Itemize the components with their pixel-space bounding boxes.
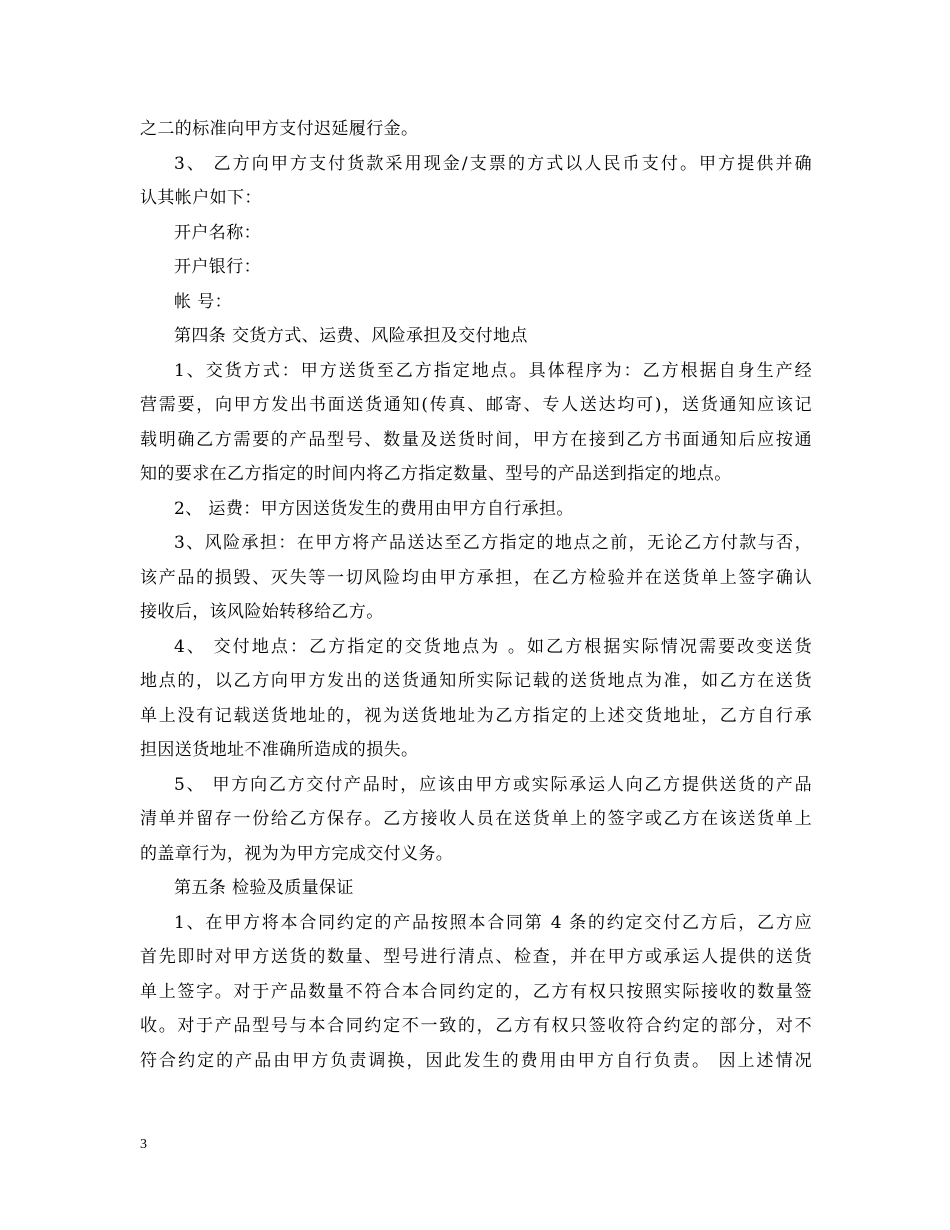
text-line: 载明确乙方需要的产品型号、数量及送货时间，甲方在接到乙方书面通知后应按通 [140,429,812,450]
text-line: 开户银行： [174,257,261,277]
text-line: 4、 交付地点：乙方指定的交货地点为 。如乙方根据实际情况需要改变送货 [174,636,812,657]
text-line: 认其帐户如下： [140,188,262,208]
text-line: 单上没有记载送货地址的，视为送货地址为乙方指定的上述交货地址，乙方自行承 [140,705,812,726]
text-line: 首先即时对甲方送货的数量、型号进行清点、检查，并在甲方或承运人提供的送货 [140,947,812,967]
text-line: 开户名称： [174,222,261,243]
text-line: 担因送货地址不准确所造成的损失。 [140,740,419,760]
text-line: 5、 甲方向乙方交付产品时，应该由甲方或实际承运人向乙方提供送货的产品 [174,774,812,795]
text-line: 的盖章行为，视为为甲方完成交付义务。 [140,843,454,864]
page-number: 3 [140,1137,147,1152]
text-line: 符合约定的产品由甲方负责调换，因此发生的费用由甲方自行负责。 因上述情况 [140,1050,812,1071]
text-line: 第四条 交货方式、运费、风险承担及交付地点 [174,326,528,346]
text-line: 帐 号： [174,291,233,312]
text-line: 2、 运费：甲方因送货发生的费用由甲方自行承担。 [174,498,574,519]
text-line: 清单并留存一份给乙方保存。乙方接收人员在送货单上的签字或乙方在该送货单上 [140,809,812,829]
text-line: 接收后，该风险始转移给乙方。 [140,602,384,622]
text-line: 3、 乙方向甲方支付货款采用现金/支票的方式以人民币支付。甲方提供并确 [174,153,812,174]
text-line: 单上签字。对于产品数量不符合本合同约定的，乙方有权只按照实际接收的数量签 [140,981,812,1002]
text-line: 该产品的损毁、灭失等一切风险均由甲方承担，在乙方检验并在送货单上签字确认 [140,567,812,588]
text-line: 地点的，以乙方向甲方发出的送货通知所实际记载的送货地点为准，如乙方在送货 [140,671,812,691]
text-line: 1、在甲方将本合同约定的产品按照本合同第 4 条的约定交付乙方后，乙方应 [174,912,812,933]
text-line: 1、交货方式：甲方送货至乙方指定地点。具体程序为：乙方根据自身生产经 [174,360,812,381]
text-line: 3、风险承担：在甲方将产品送达至乙方指定的地点之前，无论乙方付款与否， [174,533,812,553]
text-line: 第五条 检验及质量保证 [174,878,354,898]
document-body [140,112,812,1078]
text-line: 收。对于产品型号与本合同约定不一致的，乙方有权只签收符合约定的部分，对不 [140,1016,812,1036]
text-line: 营需要，向甲方发出书面送货通知(传真、邮寄、专人送达均可)，送货通知应该记 [140,395,812,415]
text-line: 之二的标准向甲方支付迟延履行金。 [140,119,419,139]
text-line: 知的要求在乙方指定的时间内将乙方指定数量、型号的产品送到指定的地点。 [140,464,732,484]
